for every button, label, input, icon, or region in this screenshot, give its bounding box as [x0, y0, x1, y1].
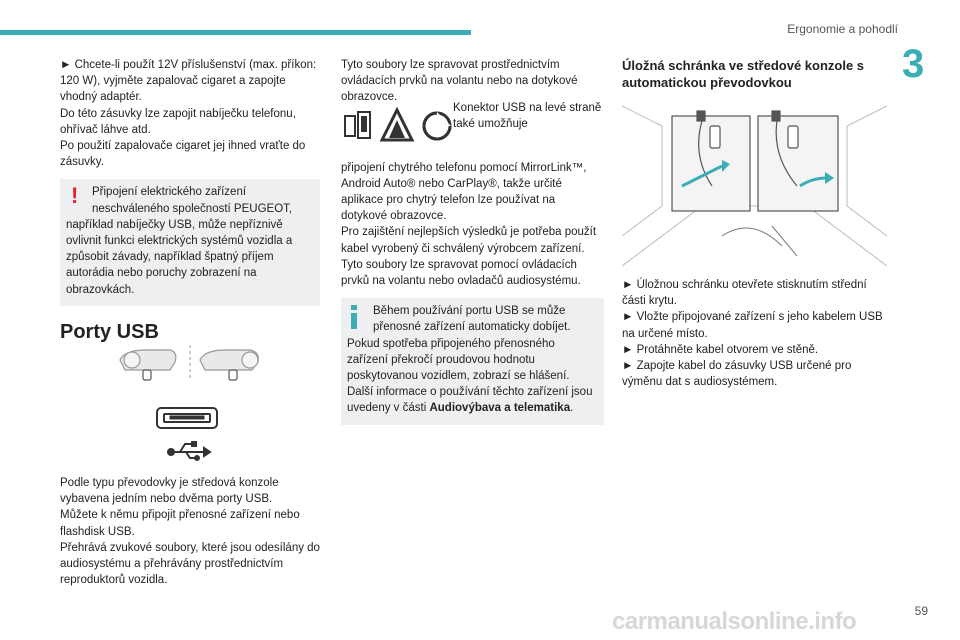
- column-left-bottom: [60, 475, 320, 588]
- usb-port-closeup: [157, 408, 217, 428]
- carplay-icon: [421, 106, 453, 146]
- paragraph: Po použití zapalovače cigaret jej ihned vraťte do zásuvky.: [60, 140, 306, 169]
- usb-ports-illustration: [100, 340, 280, 470]
- cross-reference: Audiovýbava a telematika: [429, 402, 571, 415]
- info-text-first: Během používání portu USB se může přenosné zařízení automaticky dobíjet.: [373, 305, 571, 334]
- page-header-title: Ergonomie a pohodlí: [787, 22, 898, 36]
- column-left: [60, 57, 320, 350]
- info-text: Další informace o používání těchto zařízení jsou uvedeny v části Audiovýbava a telematika.: [347, 386, 593, 415]
- connectivity-icons-row: [341, 101, 604, 160]
- paragraph: připojení chytrého telefonu pomocí MirrorLink™, Android Auto® nebo CarPlay®, takže určité aplikace pro chytrý telefon lze používat na dotykové obrazovce.: [341, 161, 587, 223]
- watermark: carmanualsonline.info: [612, 608, 857, 635]
- paragraph: Tyto soubory lze spravovat pomocí ovládacích prvků na volantu nebo ovladačů audiosystému.: [341, 258, 581, 288]
- info-box: [341, 298, 604, 424]
- header-accent-bar: [0, 30, 471, 35]
- paragraph: Můžete k němu připojit přenosné zařízení nebo flashdisk USB.: [60, 509, 300, 538]
- usb-icon: [168, 442, 210, 460]
- column-right-title: [622, 57, 887, 91]
- paragraph: Do této zásuvky lze zapojit nabíječku telefonu, ohřívač láhve atd.: [60, 107, 296, 136]
- compartment-right: [758, 111, 838, 211]
- paragraph: Pro zajištění nejlepších výsledků je potřeba použít kabel vyrobený či schválený výrobcem zařízení.: [341, 226, 597, 255]
- console-view-right: [200, 350, 258, 380]
- column-middle: [341, 57, 604, 425]
- section-title: Porty USB: [60, 320, 159, 343]
- column-right-steps: [622, 277, 887, 390]
- paragraph: Konektor USB na levé straně také umožňuje: [453, 101, 602, 130]
- info-icon: [351, 305, 357, 329]
- list-item: ► Úložnou schránku otevřete stisknutím střední části krytu.: [622, 279, 867, 308]
- storage-compartment-illustration: [622, 96, 887, 266]
- console-view-left: [120, 350, 176, 380]
- info-text: Pokud spotřeba připojeného přenosného zařízení překročí proudovou hodnotu poskytovanou vozidlem, zobrazí se hlášení.: [347, 337, 570, 383]
- compartment-left: [672, 111, 750, 211]
- list-item: ► Zapojte kabel do zásuvky USB určené pro výměnu dat s audiosystémem.: [622, 360, 852, 389]
- paragraph: Přehrává zvukové soubory, které jsou odesílány do audiosystému a přehrávány prostřednictvím reproduktorů vozidla.: [60, 541, 320, 587]
- chapter-number: 3: [902, 42, 925, 86]
- android-auto-icon: [377, 106, 417, 146]
- mirrorlink-icon: [341, 106, 373, 146]
- warning-text: například nabíječky USB, může nepříznivě ovlivnit funkci elektrických systémů vozidla a způsobit závady, například špatný příjem autorádia nebo poruchy zobrazení na obrazovkách.: [66, 218, 293, 296]
- info-text-part: Další informace o používání těchto zařízení jsou uvedeny v části: [347, 386, 593, 415]
- paragraph: Tyto soubory lze spravovat prostřednictvím ovládacích prvků na volantu nebo na dotykové obrazovce.: [341, 59, 578, 104]
- list-item: ► Protáhněte kabel otvorem ve stěně.: [622, 343, 819, 356]
- warning-text-first: Připojení elektrického zařízení neschváleného společností PEUGEOT,: [92, 186, 293, 215]
- warning-exclamation-icon: !: [71, 183, 79, 209]
- paragraph: Podle typu převodovky je středová konzole vybavena jedním nebo dvěma porty USB.: [60, 477, 279, 506]
- warning-box: [60, 179, 320, 305]
- page-number: 59: [914, 604, 928, 618]
- paragraph: ► Chcete-li použít 12V příslušenství (max. příkon: 120 W), vyjměte zapalovač cigaret a zapojte vhodný adaptér.: [60, 59, 317, 104]
- subsection-title: Úložná schránka ve středové konzole s automatickou převodovkou: [622, 58, 865, 90]
- list-item: ► Vložte připojované zařízení s jeho kabelem USB na určené místo.: [622, 311, 883, 340]
